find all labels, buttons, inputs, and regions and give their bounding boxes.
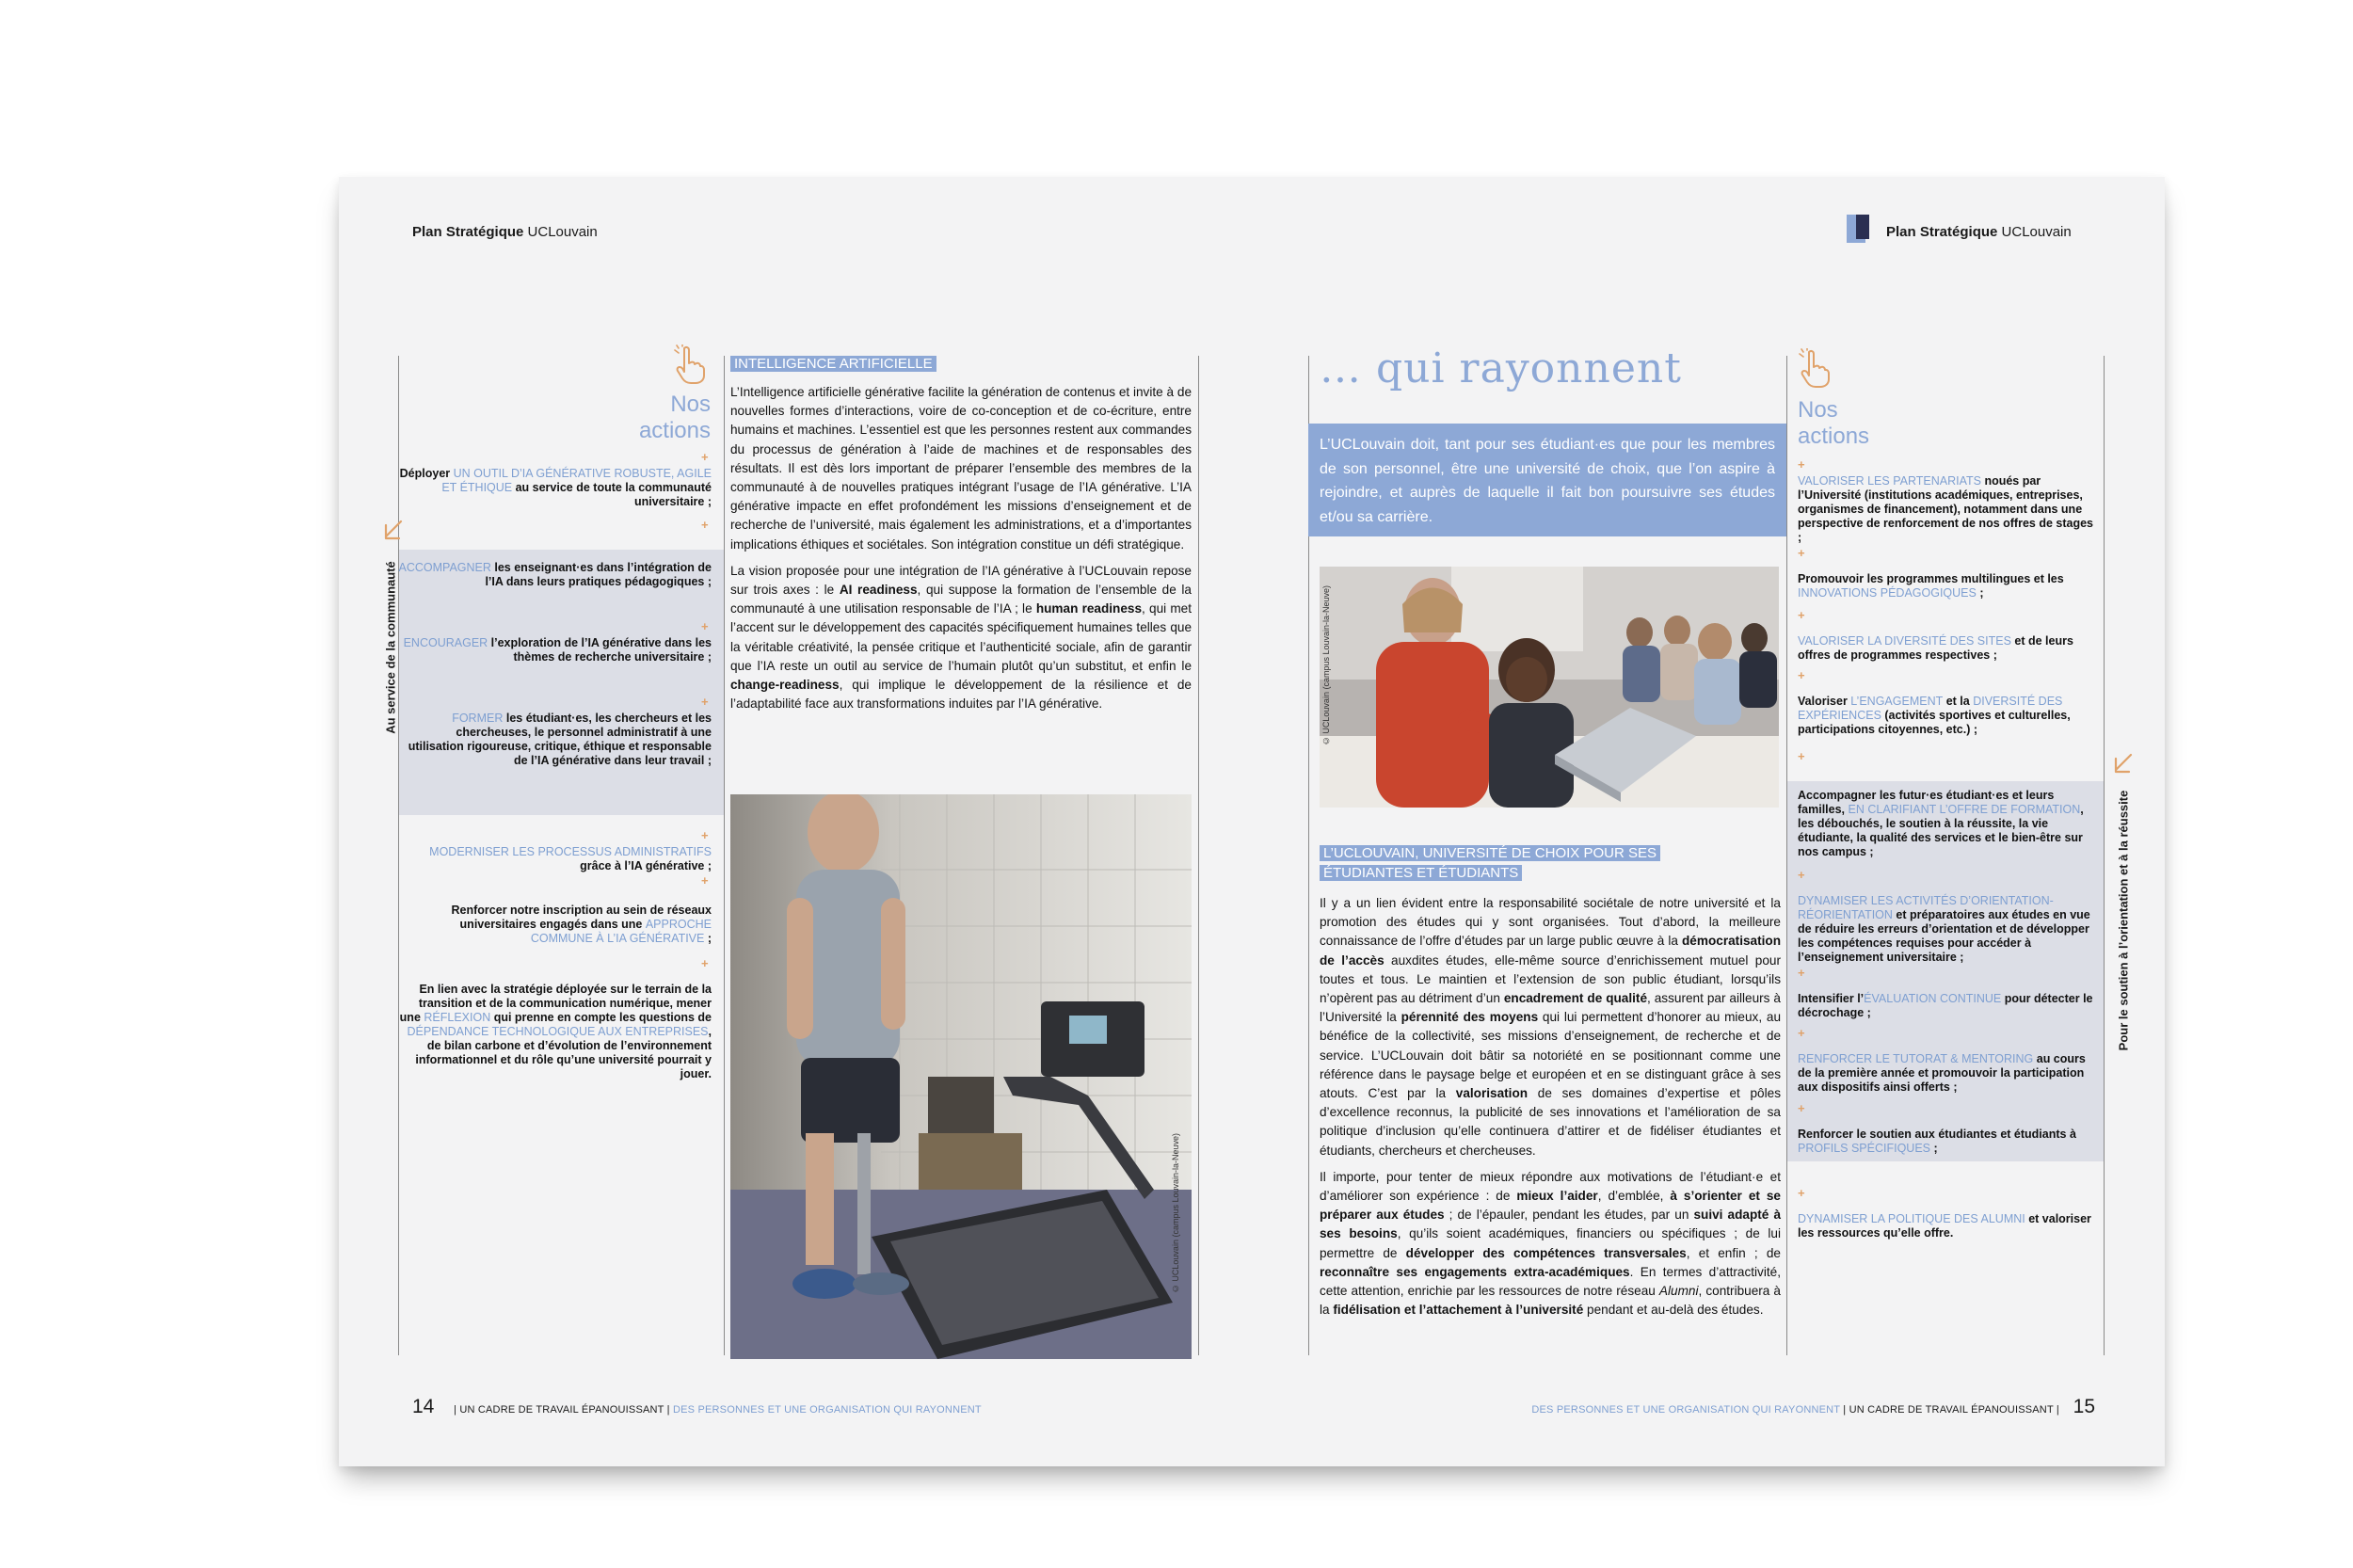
footer-right: DES PERSONNES ET UNE ORGANISATION QUI RAYONNENT | UN CADRE DE TRAVAIL ÉPANOUISSANT | [1531, 1404, 2059, 1416]
page-title: … qui rayonnent [1320, 344, 1682, 392]
text-bold: AI readiness [839, 583, 918, 598]
action-post: les enseignant·es dans l’intégration de l’IA dans leurs pratiques pédagogiques ; [485, 561, 712, 588]
text-run: qui lui permettent d’honorer au mieux, au bénéfice de la collectivité, ses missions d’enseignement, de recherche et de service. L’UCLouvain doit bâtir sa notoriété en se positionnant comme une référence dans le paysage belge et européen et en se distinguant grâce à ses atouts. C’est par la [1320, 1010, 1782, 1101]
header-left-bold: Plan Stratégique [412, 224, 524, 240]
action-item [398, 467, 712, 509]
header-left [412, 224, 598, 240]
action-highlight: RÉFLEXION [424, 1011, 491, 1024]
text-run: , assurent par ailleurs à l’Université la [1320, 991, 1781, 1025]
text-bold: à s’orienter et se préparer aux études [1320, 1189, 1781, 1223]
photo-students [1320, 567, 1779, 808]
arrow-down-left-icon [2108, 751, 2137, 779]
photo-credit-right: © UCLouvain (campus Louvain-la-Neuve) [1321, 585, 1331, 746]
text-bold: reconnaître ses engagements extra-académiques [1320, 1264, 1630, 1279]
plus-icon: + [1798, 966, 1805, 980]
action-item [1798, 1128, 2099, 1156]
right-actions-list [1798, 457, 2099, 1304]
footer-left-light: DES PERSONNES ET UNE ORGANISATION QUI RAYONNENT [672, 1404, 982, 1416]
action-post: ; [1930, 1142, 1938, 1155]
text-run: , qui met l’accent sur le développement des capacités spécifiquement humaines telles que la véritable créativité, la pensée critique et l’authenticité sociale, afin de garantir que l’IA reste un outil au service de l’humain plutôt qu’un substitut, et enfin le [730, 601, 1192, 673]
action-highlight: UN OUTIL D’IA GÉNÉRATIVE ROBUSTE, AGILE ET ÉTHIQUE [441, 467, 712, 494]
right-actions-title-line2: actions [1798, 424, 1870, 449]
action-highlight: VALORISER LES PARTENARIATS [1798, 474, 1981, 488]
text-bold: pérennité des moyens [1401, 1010, 1539, 1025]
action-item [1798, 474, 2099, 545]
action-post: au cours de la première année et promouvoir la participation aux dispositifs ainsi offerts ; [1798, 1052, 2086, 1094]
plus-icon: + [701, 956, 709, 970]
left-column-rule [724, 356, 725, 1355]
text-bold: fidélisation et l’attachement à l’université [1333, 1303, 1584, 1318]
action-post: et préparatoires aux études en vue de réduire les erreurs d’orientation et de développer les compétences requises pour accéder à l’enseignement universitaire ; [1798, 908, 2090, 964]
action-highlight: ENCOURAGER [403, 636, 488, 649]
left-main-column [730, 354, 1192, 721]
action-post: , les débouchés, le soutien à la réussite, la vie étudiante, la qualité des services et le bien-être sur nos campus ; [1798, 803, 2084, 858]
intro-box: L’UCLouvain doit, tant pour ses étudiant·es que pour les membres de son personnel, être une université de choix, que l’on aspire à rejoindre, et auprès de laquelle il fait bon poursuivre ses études et/ou sa carrière. [1308, 424, 1786, 536]
text-run: , et enfin ; de [1686, 1245, 1781, 1260]
text-run: , contribuera à la [1320, 1284, 1781, 1318]
document-spread [339, 177, 2165, 1466]
text-run: La vision proposée pour une intégration de l’IA générative à l’UCLouvain repose sur trois axes : le [730, 563, 1192, 598]
text-run: Il importe, pour tenter de mieux répondre aux motivations de l’étudiant·e et d’améliorer son expérience : de [1320, 1169, 1781, 1204]
action-highlight: RENFORCER LE TUTORAT & MENTORING [1798, 1052, 2034, 1065]
photo-credit-left: © UCLouvain (campus Louvain-la-Neuve) [1171, 1133, 1180, 1294]
plus-icon: + [701, 873, 709, 888]
text-bold: suivi adapté à ses besoins [1320, 1208, 1781, 1241]
section-tag-line2: ÉTUDIANTES ET ÉTUDIANTS [1320, 865, 1522, 881]
text-run: , qui suppose la formation de l’ensemble de la communauté à une utilisation responsable de l’IA ; le [730, 583, 1192, 616]
text-run: ; de l’épauler, pendant les études, par un [1444, 1208, 1694, 1223]
text-bold: mieux l’aider [1516, 1189, 1598, 1204]
action-post: , de bilan carbone et d’évolution de l’environnement informationnel et du rôle qu’une université pourrait y jouer. [415, 1025, 712, 1080]
action-highlight: DYNAMISER LA POLITIQUE DES ALUMNI [1798, 1212, 2025, 1225]
left-actions-title [602, 392, 711, 444]
action-pre: Renforcer le soutien aux étudiantes et étudiants à [1798, 1128, 2076, 1141]
plus-icon: + [1798, 668, 1805, 682]
action-highlight: EN CLARIFIANT L’OFFRE DE FORMATION [1848, 803, 2081, 816]
action-pre: Accompagner les futur·es étudiant·es et leurs familles, [1798, 789, 2055, 816]
action-pre: Déployer [399, 467, 454, 480]
left-actions-list [398, 450, 713, 1297]
action-item [1798, 992, 2099, 1020]
footer-left: | UN CADRE DE TRAVAIL ÉPANOUISSANT | DES PERSONNES ET UNE ORGANISATION QUI RAYONNENT [454, 1404, 982, 1416]
action-item [398, 561, 712, 589]
action-pre: Promouvoir les programmes multilingues et les [1798, 572, 2064, 585]
left-actions-title-line1: Nos [670, 392, 711, 417]
action-highlight: PROFILS SPÉCIFIQUES [1798, 1142, 1931, 1155]
action-post: (activités sportives et culturelles, participations citoyennes, etc.) ; [1798, 709, 2071, 736]
plus-icon: + [701, 518, 709, 532]
paragraph [1320, 894, 1781, 1160]
header-right-bold: Plan Stratégique [1886, 224, 1998, 240]
footer-right-light: DES PERSONNES ET UNE ORGANISATION QUI RAYONNENT [1531, 1404, 1841, 1416]
action-highlight: L’ENGAGEMENT [1850, 695, 1944, 708]
action-item [398, 845, 712, 873]
action-post: ; [1976, 586, 1984, 600]
paragraph [1320, 1168, 1781, 1320]
text-bold: développer des compétences transversales [1405, 1245, 1687, 1260]
action-post: au service de toute la communauté universitaire ; [512, 481, 712, 508]
action-post: et valoriser les ressources qu’elle offre. [1798, 1212, 2091, 1240]
plus-icon: + [1798, 1026, 1805, 1040]
left-vertical-label: Au service de la communauté [383, 561, 398, 734]
action-post: et la [1943, 695, 1974, 708]
action-item [1798, 1052, 2099, 1095]
section-tag-line1: L’UCLOUVAIN, UNIVERSITÉ DE CHOIX POUR SES [1320, 845, 1660, 861]
header-left-normal: UCLouvain [523, 224, 598, 240]
action-highlight: APPROCHE COMMUNE À L’IA GÉNÉRATIVE [530, 918, 712, 945]
action-post: les étudiant·es, les chercheurs et les chercheuses, le personnel administratif à une utilisation rigoureuse, critique, éthique et responsable de l’IA générative dans leur travail ; [408, 712, 712, 767]
plus-icon: + [1798, 1186, 1805, 1200]
text-run: , d’emblée, [1597, 1189, 1671, 1204]
plus-icon: + [1798, 868, 1805, 882]
action-post: l’exploration de l’IA générative dans les thèmes de recherche universitaire ; [488, 636, 712, 664]
header-right-normal: UCLouvain [1997, 224, 2072, 240]
paragraph [730, 562, 1192, 714]
plus-icon: + [1798, 546, 1805, 560]
text-italic: Alumni [1658, 1284, 1699, 1299]
action-item [1798, 1212, 2099, 1240]
action-highlight: ÉVALUATION CONTINUE [1864, 992, 2002, 1005]
left-actions-title-line2: actions [638, 418, 711, 443]
plus-icon: + [1798, 749, 1805, 763]
footer-left-dark: UN CADRE DE TRAVAIL ÉPANOUISSANT [459, 1404, 664, 1416]
action-post: grâce à l’IA générative ; [580, 859, 712, 872]
action-pre: En lien avec la stratégie déployée sur le terrain de la transition et de la communication numérique, mener une [399, 983, 712, 1024]
action-post: et de leurs offres de programmes respectives ; [1798, 634, 2073, 662]
header-right [1886, 224, 2072, 240]
text-run: Il y a un lien évident entre la responsabilité sociétale de notre université et la promotion des études qui y sont organisées. Tout d’abord, la meilleure connaissance de l’offre d’études par un large public œuvre à la [1320, 896, 1781, 949]
right-actions-title-line1: Nos [1798, 397, 1838, 423]
action-item [398, 904, 712, 946]
text-bold: encadrement de qualité [1503, 991, 1648, 1006]
action-post: ; [704, 932, 712, 945]
text-run: auxdites études, elle-même source d’enrichissement mutuel pour toutes et tous. Le maintien et l’extension de son public étudiant, lorsqu’ils n’opèrent pas au détriment d’un [1320, 952, 1781, 1006]
plus-icon: + [701, 695, 709, 709]
plus-icon: + [1798, 608, 1805, 622]
plus-icon: + [701, 450, 709, 464]
text-bold: valorisation [1455, 1086, 1529, 1101]
text-run: , qu’ils soient académiques, financiers ou spécifiques ; de lui permettre de [1320, 1226, 1781, 1260]
right-margin-rule [2104, 356, 2105, 1355]
photo-treadmill [730, 794, 1192, 1359]
text-bold: démocratisation de l’accès [1320, 934, 1781, 968]
page-number-left: 14 [412, 1396, 435, 1417]
page-number-right: 15 [2073, 1396, 2095, 1417]
action-highlight: ACCOMPAGNER [398, 561, 491, 574]
action-highlight: DYNAMISER LES ACTIVITÉS D’ORIENTATION-RÉORIENTATION [1798, 894, 2054, 921]
action-post: noués par l’Université (institutions académiques, entreprises, organismes de financement), notamment dans une perspective de renforcement de nos offres de stages ; [1798, 474, 2093, 544]
hand-pointer-icon [1798, 348, 1832, 390]
plus-icon: + [1798, 1101, 1805, 1115]
text-run: de ses domaines d’expertise et pôles d’excellence reconnus, la publicité de ses innovations et l’amélioration de sa politique d’inclusion qu’elle continuera d’attirer et de fidéliser étudiantes et étudiants, chercheurs et chercheuses. [1320, 1086, 1781, 1158]
action-item [1798, 572, 2099, 600]
action-pre: Renforcer notre inscription au sein de réseaux universitaires engagés dans une [451, 904, 712, 931]
text-run: , qui implique le développement de la résilience et de l’adaptabilité face aux transformations induites par l’IA générative. [730, 678, 1192, 712]
plus-icon: + [1798, 457, 1805, 472]
action-post: qui prenne en compte les questions de [490, 1011, 712, 1024]
action-highlight: DÉPENDANCE TECHNOLOGIQUE AUX ENTREPRISES [407, 1025, 709, 1038]
treadmill-illustration [730, 794, 1192, 1359]
action-highlight: DIVERSITÉ DES EXPÉRIENCES [1798, 695, 2063, 722]
text-run: pendant et au-delà des études. [1583, 1303, 1764, 1318]
action-item [398, 636, 712, 664]
action-highlight: FORMER [452, 712, 504, 725]
text-bold: change-readiness [730, 678, 840, 693]
logo-squares-icon [1847, 215, 1877, 243]
action-item [1798, 789, 2099, 859]
plus-icon: + [701, 828, 709, 842]
action-item [398, 712, 712, 768]
plus-icon: + [701, 619, 709, 633]
action-item [1798, 634, 2099, 663]
paragraph: L’Intelligence artificielle générative facilite la génération de contenus et invite à de nouvelles formes d’interactions, voire de co-conception et de co-écriture, entre humains et machines. L’essentiel est que les personnes restent aux commandes du processus de génération à l’aide de machines et de responsables des résultats. Il est dès lors important de préparer l’ensemble des membres de la communauté à de nouvelles pratiques intégrant l’usage de l’IA générative. L’IA générative impacte en effet profondément les missions d’enseignement et de recherche de l’université, mais également les administrations, et a d’importantes implications éthiques et sociétales. Son intégration constitue un défi stratégique. [730, 385, 1192, 552]
action-item [398, 983, 712, 1081]
action-highlight: MODERNISER LES PROCESSUS ADMINISTRATIFS [429, 845, 712, 858]
right-main-column [1320, 843, 1781, 1327]
text-bold: human readiness [1035, 601, 1143, 616]
action-pre: Intensifier l’ [1798, 992, 1865, 1005]
action-highlight: INNOVATIONS PÉDAGOGIQUES [1798, 586, 1977, 600]
action-pre: Valoriser [1798, 695, 1851, 708]
action-post: pour détecter le décrochage ; [1798, 992, 2093, 1019]
action-highlight: VALORISER LA DIVERSITÉ DES SITES [1798, 634, 2011, 648]
section-tag-ai: INTELLIGENCE ARTIFICIELLE [730, 356, 936, 372]
footer-right-dark: UN CADRE DE TRAVAIL ÉPANOUISSANT [1849, 1404, 2054, 1416]
action-item [1798, 894, 2099, 965]
students-illustration [1320, 567, 1779, 808]
gutter-rule-left [1198, 356, 1199, 1355]
hand-pointer-icon [673, 344, 707, 386]
right-body-text [1320, 894, 1781, 1320]
right-vertical-label: Pour le soutien à l’orientation et à la réussite [2116, 790, 2131, 1051]
action-item [1798, 695, 2099, 737]
left-body-text [730, 383, 1192, 713]
right-actions-title [1798, 397, 1869, 450]
text-run: . En termes d’attractivité, cette attention, enrichie par les ressources de notre réseau [1320, 1264, 1781, 1299]
